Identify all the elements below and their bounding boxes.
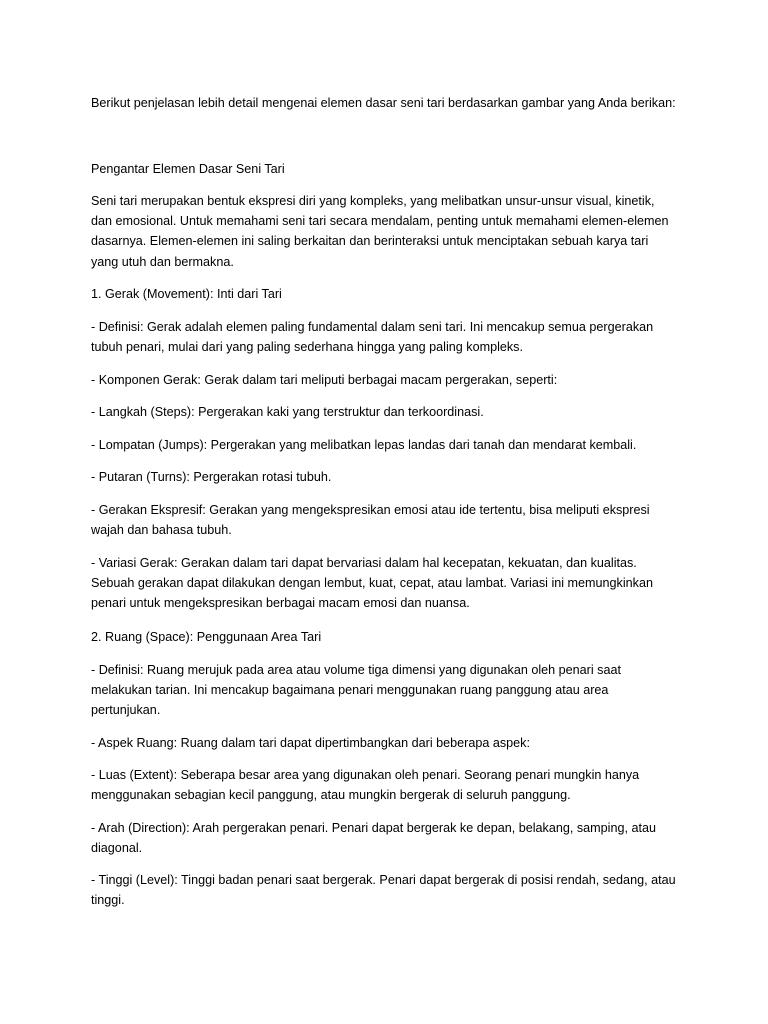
- paragraph-aspek-ruang: - Aspek Ruang: Ruang dalam tari dapat dipertimbangkan dari beberapa aspek:: [91, 736, 530, 750]
- paragraph-gerak-definisi: - Definisi: Gerak adalah elemen paling fundamental dalam seni tari. Ini mencakup semua pergerakan tubuh penari, mulai dari yang paling sederhana hingga yang paling kompleks.: [91, 320, 654, 355]
- paragraph-luas: - Luas (Extent): Seberapa besar area yang digunakan oleh penari. Seorang penari mungkin hanya menggunakan sebagian kecil panggung, atau mungkin bergerak di seluruh panggung.: [91, 768, 640, 803]
- section-heading-gerak: 1. Gerak (Movement): Inti dari Tari: [91, 287, 282, 301]
- paragraph-arah: - Arah (Direction): Arah pergerakan penari. Penari dapat bergerak ke depan, belakang, samping, atau diagonal.: [91, 821, 656, 856]
- paragraph-komponen-gerak: - Komponen Gerak: Gerak dalam tari meliputi berbagai macam pergerakan, seperti:: [91, 373, 558, 387]
- paragraph-variasi-gerak: - Variasi Gerak: Gerakan dalam tari dapat bervariasi dalam hal kecepatan, kekuatan, dan kualitas. Sebuah gerakan dapat dilakukan dengan lembut, kuat, cepat, atau lambat. Variasi ini memungkinkan penari untuk mengekspresikan berbagai macam emosi dan nuansa.: [91, 556, 653, 611]
- intro-text: Berikut penjelasan lebih detail mengenai elemen dasar seni tari berdasarkan gambar yang Anda berikan:: [91, 96, 676, 110]
- paragraph-lompatan: - Lompatan (Jumps): Pergerakan yang melibatkan lepas landas dari tanah dan mendarat kembali.: [91, 438, 637, 452]
- paragraph-intro-body: Seni tari merupakan bentuk ekspresi diri yang kompleks, yang melibatkan unsur-unsur visual, kinetik, dan emosional. Untuk memahami seni tari secara mendalam, penting untuk memahami elemen-elemen dasarnya. Elemen-elemen ini saling berkaitan dan berinteraksi untuk menciptakan sebuah karya tari yang utuh dan bermakna.: [91, 194, 669, 269]
- paragraph-ruang-definisi: - Definisi: Ruang merujuk pada area atau volume tiga dimensi yang digunakan oleh penari saat melakukan tarian. Ini mencakup bagaimana penari menggunakan ruang panggung atau area pertunjukan.: [91, 663, 621, 718]
- paragraph-langkah: - Langkah (Steps): Pergerakan kaki yang terstruktur dan terkoordinasi.: [91, 405, 484, 419]
- section-heading: Pengantar Elemen Dasar Seni Tari: [91, 162, 285, 176]
- paragraph-tinggi: - Tinggi (Level): Tinggi badan penari saat bergerak. Penari dapat bergerak di posisi rendah, sedang, atau tinggi.: [91, 873, 676, 908]
- paragraph-gerakan-ekspresif: - Gerakan Ekspresif: Gerakan yang mengekspresikan emosi atau ide tertentu, bisa meliputi ekspresi wajah dan bahasa tubuh.: [91, 503, 650, 538]
- paragraph-putaran: - Putaran (Turns): Pergerakan rotasi tubuh.: [91, 470, 332, 484]
- section-heading-ruang: 2. Ruang (Space): Penggunaan Area Tari: [91, 630, 322, 644]
